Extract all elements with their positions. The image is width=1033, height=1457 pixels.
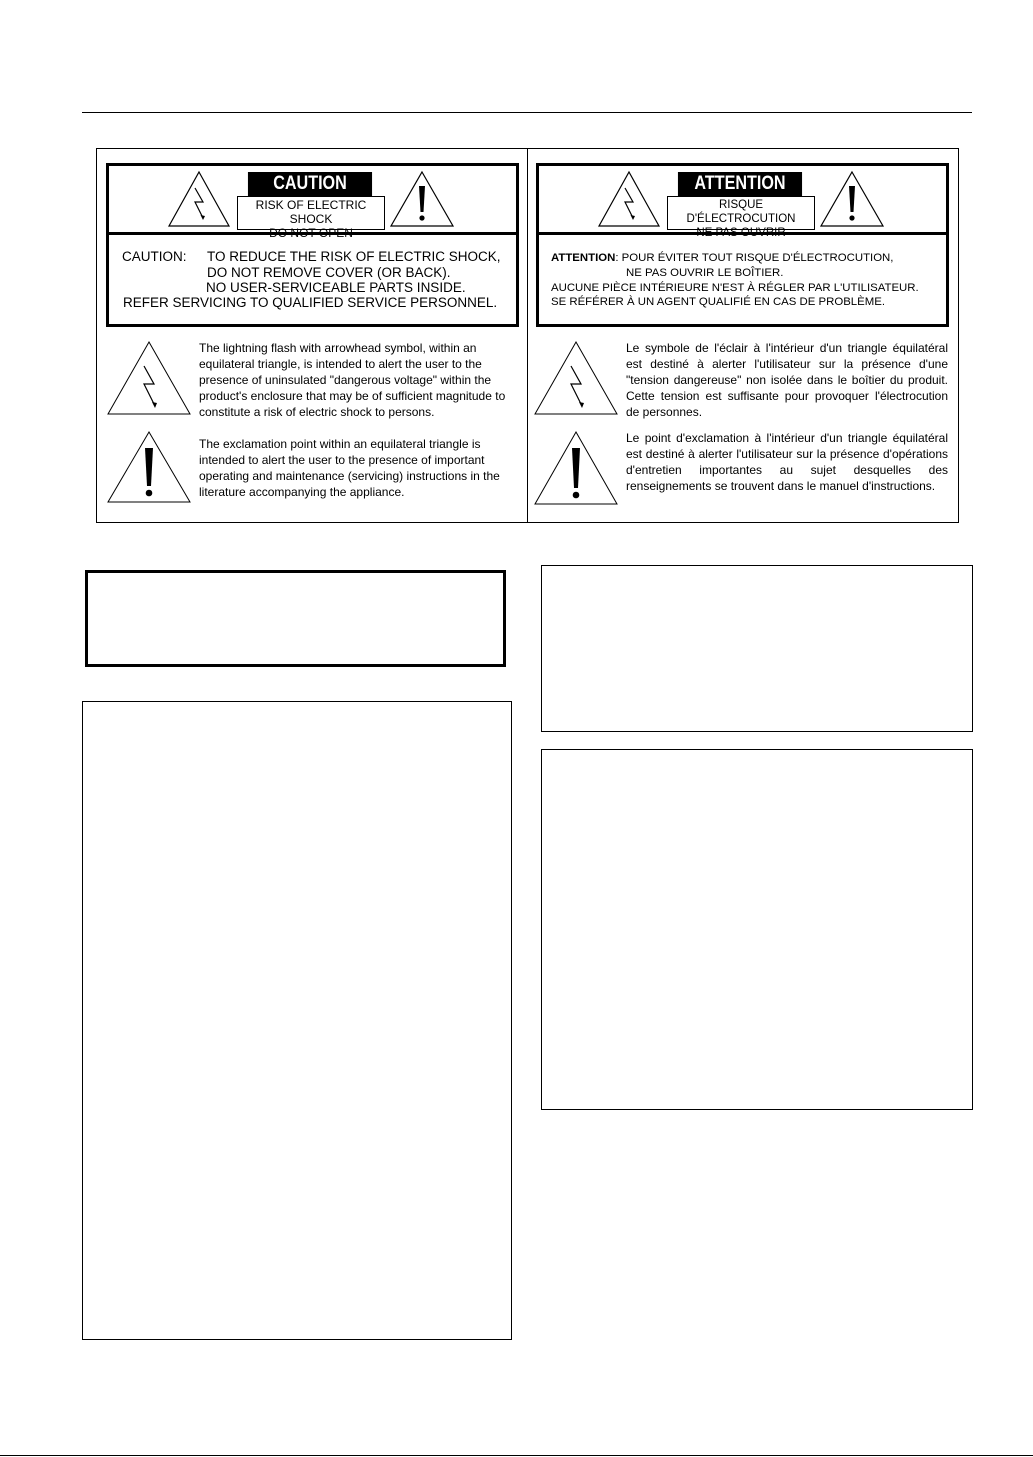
caution-warning-text	[106, 235, 519, 327]
exclamation-triangle-icon	[389, 170, 455, 228]
footer-rule	[0, 1455, 1033, 1456]
caution-badge-line2: DO NOT OPEN	[269, 226, 353, 240]
caution-line4: REFER SERVICING TO QUALIFIED SERVICE PERSONNEL.	[123, 295, 498, 310]
attention-badge-subtitle	[667, 196, 815, 239]
caution-badge-line1: RISK OF ELECTRIC SHOCK	[255, 198, 367, 226]
attention-label-header	[536, 163, 949, 239]
exclamation-description-fr: Le point d'exclamation à l'intérieur d'un triangle équilatéral est destiné à alerter l'utilisateur sur la présence d'opérations d'entretien importantes au sujet desquelles des renseignements se trouvent dans le manuel d'instructions.	[626, 431, 948, 493]
header-rule	[82, 112, 972, 113]
caution-badge-subtitle	[237, 196, 385, 240]
content-box-right-top	[541, 565, 973, 732]
attention-line3: AUCUNE PIÈCE INTÉRIEURE N'EST À RÉGLER PAR L'UTILISATEUR.	[551, 282, 919, 294]
caution-line2: DO NOT REMOVE COVER (OR BACK).	[207, 265, 451, 280]
exclamation-symbol-icon	[106, 430, 192, 504]
lightning-symbol-icon	[106, 340, 192, 416]
lightning-description: The lightning flash with arrowhead symbol, within an equilateral triangle, is intended to alert the user to the presence of uninsulated "dangerous voltage" within the product's enclosure that may be of sufficient magnitude to constitute a risk of electric shock to persons.	[199, 341, 506, 419]
exclamation-triangle-icon	[819, 170, 885, 228]
attention-prefix: ATTENTION	[551, 252, 616, 264]
caution-badge-title: CAUTION	[248, 172, 372, 196]
attention-badge-title: ATTENTION	[678, 172, 802, 196]
caution-line1: TO REDUCE THE RISK OF ELECTRIC SHOCK,	[207, 249, 501, 264]
caution-line3: NO USER-SERVICEABLE PARTS INSIDE.	[206, 280, 466, 295]
caution-label-header	[106, 163, 519, 240]
safety-label-divider	[527, 148, 528, 523]
lightning-symbol-icon	[533, 340, 619, 416]
attention-line4: SE RÉFÉRER À UN AGENT QUALIFIÉ EN CAS DE PROBLÈME.	[551, 296, 885, 308]
attention-badge-line1: RISQUE D'ÉLECTROCUTION	[686, 199, 796, 225]
attention-line1-row	[551, 251, 893, 267]
notice-box-thick	[85, 570, 506, 667]
lightning-triangle-icon	[597, 170, 661, 228]
attention-line1: : POUR ÉVITER TOUT RISQUE D'ÉLECTROCUTION,	[615, 252, 894, 264]
exclamation-description: The exclamation point within an equilateral triangle is intended to alert the user to the presence of important operating and maintenance (servicing) instructions in the literature accompanying the appliance.	[199, 437, 500, 499]
attention-badge-line2: NE PAS OUVRIR	[696, 227, 786, 239]
attention-line2: NE PAS OUVRIR LE BOÎTIER.	[626, 267, 784, 279]
content-box-left	[82, 701, 512, 1340]
exclamation-symbol-icon	[533, 430, 619, 506]
lightning-triangle-icon	[167, 170, 231, 228]
content-box-right-bottom	[541, 749, 973, 1110]
caution-prefix: CAUTION:	[122, 249, 187, 264]
lightning-description-fr: Le symbole de l'éclair à l'intérieur d'un triangle équilatéral est destiné à alerter l'utilisateur sur la présence d'une "tension dangereuse" non isolée dans le boîtier du produit. Cette tension est suffisante pour provoquer l'électrocution de personnes.	[626, 341, 948, 419]
attention-warning-text	[536, 235, 949, 327]
